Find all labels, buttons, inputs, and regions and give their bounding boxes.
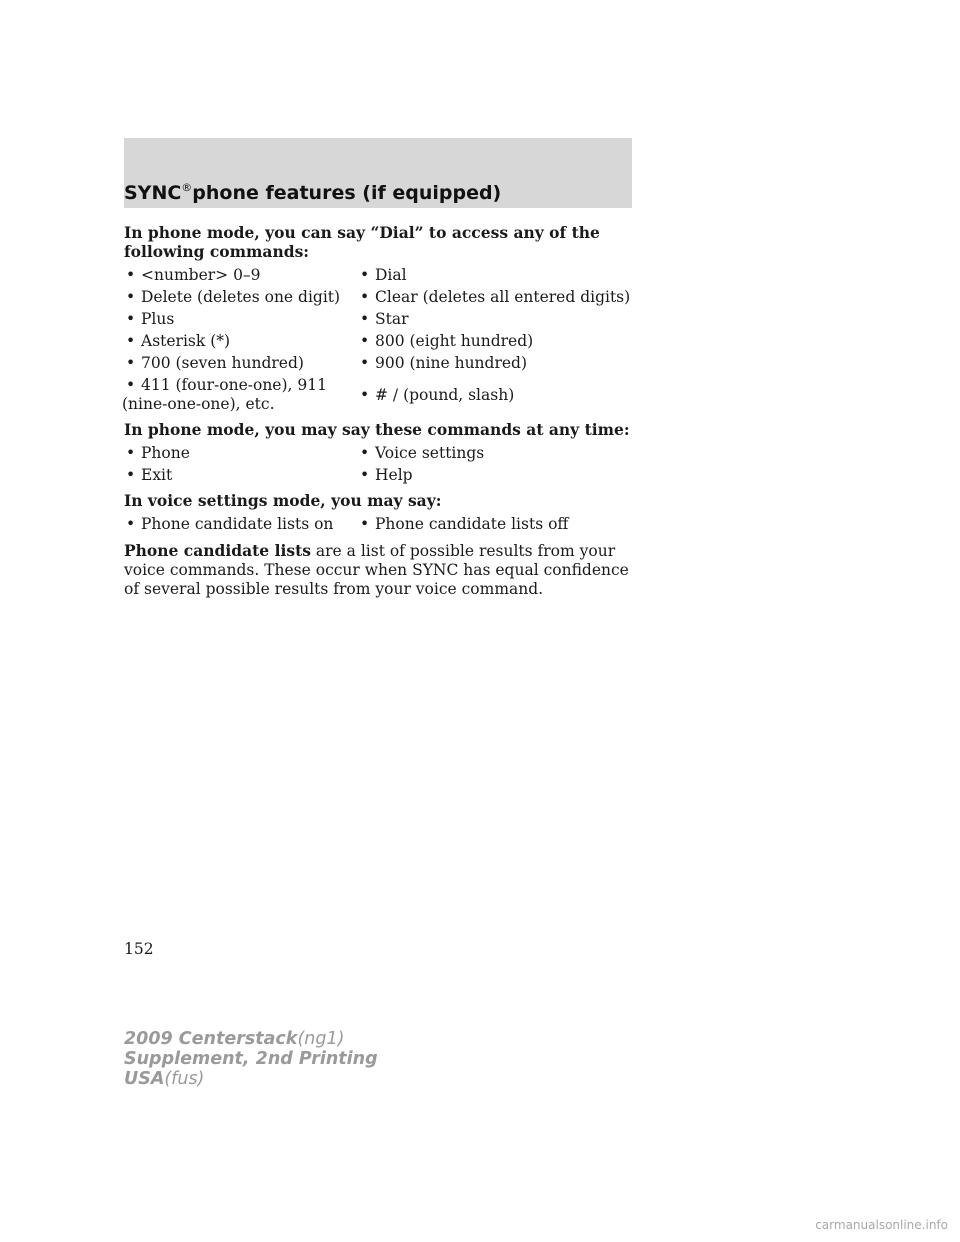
list-item: • Voice settings bbox=[360, 444, 485, 462]
list-item: • Phone candidate lists on bbox=[126, 515, 334, 533]
bullet-icon: • bbox=[360, 332, 370, 350]
list-item: • Star bbox=[360, 310, 409, 328]
bullet-icon: • bbox=[360, 310, 370, 328]
dial-commands-list bbox=[124, 266, 634, 417]
candidate-lists-term: Phone candidate lists bbox=[124, 541, 311, 560]
bullet-icon: • bbox=[126, 466, 136, 484]
list-item: • Dial bbox=[360, 266, 407, 284]
bullet-icon: • bbox=[360, 288, 370, 306]
anytime-commands-list bbox=[124, 444, 634, 488]
bullet-icon: • bbox=[126, 310, 136, 328]
list-item: • Help bbox=[360, 466, 413, 484]
list-item: • 800 (eight hundred) bbox=[360, 332, 534, 350]
bullet-icon: • bbox=[126, 376, 136, 394]
bullet-icon: • bbox=[126, 515, 136, 533]
bullet-icon: • bbox=[126, 444, 136, 462]
bullet-icon: • bbox=[126, 266, 136, 284]
list-item: • <number> 0–9 bbox=[126, 266, 261, 284]
list-item: • Plus bbox=[126, 310, 175, 328]
print-footer: 2009 Centerstack(ng1) Supplement, 2nd Printing USA(fus) bbox=[124, 1029, 378, 1089]
anytime-commands-intro: In phone mode, you may say these commands at any time: bbox=[124, 420, 630, 439]
list-item: • Clear (deletes all entered digits) bbox=[360, 288, 631, 306]
list-item: • Phone bbox=[126, 444, 190, 462]
list-item: • Phone candidate lists off bbox=[360, 515, 569, 533]
bullet-icon: • bbox=[360, 466, 370, 484]
list-item: • 411 (four-one-one), 911 (nine-one-one), etc. bbox=[122, 376, 327, 413]
list-item: • 700 (seven hundred) bbox=[126, 354, 304, 372]
section-title: SYNC®phone features (if equipped) bbox=[124, 181, 502, 204]
bullet-icon: • bbox=[126, 288, 136, 306]
dial-commands-intro: In phone mode, you can say “Dial” to access any of the following commands: bbox=[124, 223, 600, 261]
bullet-icon: • bbox=[126, 332, 136, 350]
voice-settings-list bbox=[124, 515, 634, 537]
bullet-icon: • bbox=[360, 266, 370, 284]
bullet-icon: • bbox=[126, 354, 136, 372]
list-item: • Delete (deletes one digit) bbox=[126, 288, 341, 306]
section-header-band bbox=[124, 138, 632, 208]
bullet-icon: • bbox=[360, 444, 370, 462]
list-item: • # / (pound, slash) bbox=[360, 385, 515, 404]
list-item: • 900 (nine hundred) bbox=[360, 354, 528, 372]
registered-mark: ® bbox=[181, 181, 193, 194]
page-number: 152 bbox=[124, 940, 154, 958]
page-content bbox=[124, 223, 634, 599]
list-item: • Asterisk (*) bbox=[126, 332, 231, 350]
list-item: • Exit bbox=[126, 466, 173, 484]
bullet-icon: • bbox=[360, 385, 370, 404]
watermark: carmanualsonline.info bbox=[815, 1218, 948, 1232]
candidate-lists-paragraph: Phone candidate lists are a list of possible results from your voice commands. These occur when SYNC has equal confidence of several possible results from your voice command. bbox=[124, 541, 629, 598]
bullet-icon: • bbox=[360, 515, 370, 533]
bullet-icon: • bbox=[360, 354, 370, 372]
voice-settings-intro: In voice settings mode, you may say: bbox=[124, 491, 442, 510]
